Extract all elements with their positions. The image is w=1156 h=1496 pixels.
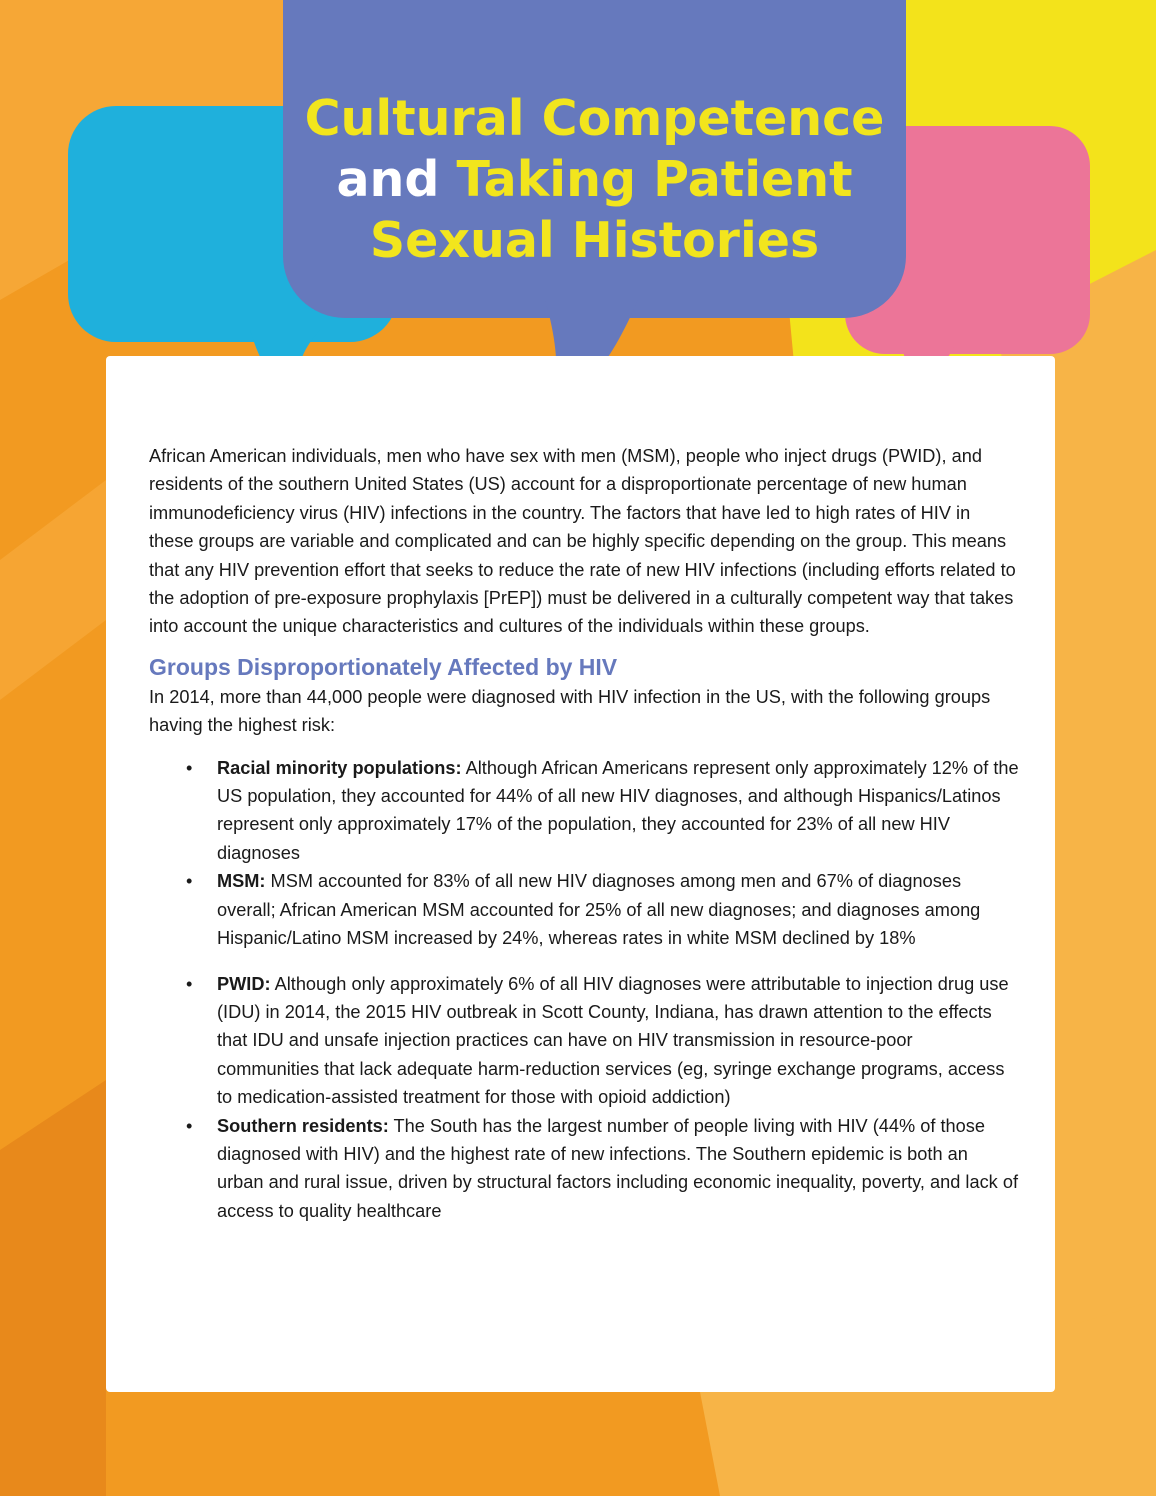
bullet-icon: • bbox=[186, 871, 193, 892]
list-item-label: PWID: bbox=[217, 973, 271, 994]
list-item-text: MSM accounted for 83% of all new HIV diagnoses among men and 67% of diagnoses overall; African American MSM accounted for 25% of all new diagnoses; and diagnoses among Hispanic/Latino MSM increased by 24%, whereas rates in white MSM declined by 18% bbox=[217, 871, 981, 949]
list-item bbox=[186, 970, 1019, 1112]
risk-groups-list bbox=[149, 754, 1019, 1226]
list-item-text: The South has the largest number of people living with HIV (44% of those diagnosed with HIV) and the highest rate of new infections. The Southern epidemic is both an urban and rural issue, driven by structural factors including economic inequality, poverty, and lack of access to quality healthcare bbox=[217, 1115, 1018, 1221]
list-item-label: MSM: bbox=[217, 871, 266, 892]
content-body bbox=[149, 442, 1019, 1225]
bullet-icon: • bbox=[186, 973, 193, 994]
bullet-icon: • bbox=[186, 757, 193, 778]
section-heading: Groups Disproportionately Affected by HIV bbox=[149, 653, 618, 680]
bullet-icon: • bbox=[186, 1115, 193, 1136]
list-item-text: Although African Americans represent only approximately 12% of the US population, they accounted for 44% of all new HIV diagnoses, and although Hispanics/Latinos represent only approximately 17% of the population, they accounted for 23% of all new HIV diagnoses bbox=[217, 757, 1019, 863]
list-item bbox=[186, 867, 1019, 952]
page-title bbox=[283, 88, 906, 271]
intro-paragraph: African American individuals, men who have sex with men (MSM), people who inject drugs (PWID), and residents of the southern United States (US) account for a disproportionate percentage of new human immunodeficiency virus (HIV) infections in the country. The factors that have led to high rates of HIV in these groups are variable and complicated and can be highly specific depending on the group. This means that any HIV prevention effort that seeks to reduce the rate of new HIV infections (including efforts related to the adoption of pre-exposure prophylaxis [PrEP]) must be delivered in a culturally competent way that takes into account the unique characteristics and cultures of the individuals within these groups. bbox=[149, 446, 1016, 637]
list-item bbox=[186, 754, 1019, 868]
title-line-2: Taking Patient bbox=[456, 151, 853, 208]
section-lead: In 2014, more than 44,000 people were diagnosed with HIV infection in the US, with the following groups having the highest risk: bbox=[149, 686, 991, 736]
title-line-1: Cultural Competence bbox=[304, 90, 885, 147]
list-item-label: Southern residents: bbox=[217, 1115, 389, 1136]
title-connector: and bbox=[336, 151, 440, 208]
title-line-3: Sexual Histories bbox=[369, 212, 820, 269]
list-item-text: Although only approximately 6% of all HIV diagnoses were attributable to injection drug use (IDU) in 2014, the 2015 HIV outbreak in Scott County, Indiana, has drawn attention to the effects that IDU and unsafe injection practices can have on HIV transmission in resource-poor communities that lack adequate harm-reduction services (eg, syringe exchange programs, access to medication-assisted treatment for those with opioid addiction) bbox=[217, 973, 1009, 1108]
list-item-label: Racial minority populations: bbox=[217, 757, 462, 778]
list-item bbox=[186, 1112, 1019, 1226]
